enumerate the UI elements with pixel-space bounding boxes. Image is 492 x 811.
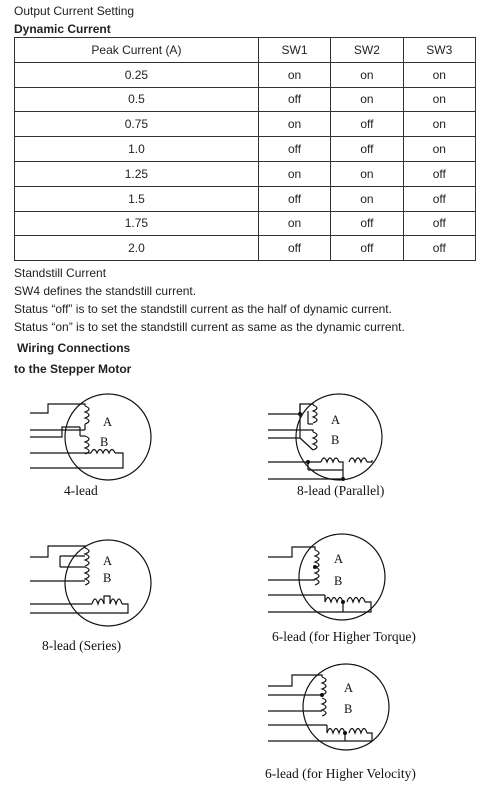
coil-label-a: A <box>331 413 341 427</box>
caption-8-lead-series: 8-lead (Series) <box>42 638 122 653</box>
coil-label-b: B <box>100 435 109 449</box>
cell-sw1: off <box>258 87 330 112</box>
cell-sw3: off <box>403 186 475 211</box>
header-sw2: SW2 <box>331 38 403 63</box>
header-sw1: SW1 <box>258 38 330 63</box>
cell-sw1: off <box>258 186 330 211</box>
caption-6-lead-velocity: 6-lead (for Higher Velocity) <box>265 766 416 781</box>
cell-sw3: on <box>403 137 475 162</box>
output-current-heading: Output Current Setting <box>14 4 135 18</box>
coil-label-a: A <box>103 554 113 568</box>
coil-label-b: B <box>344 702 353 716</box>
cell-sw2: on <box>331 161 403 186</box>
standstill-current-title: Standstill Current <box>14 266 107 280</box>
cell-peak-current: 0.5 <box>15 87 259 112</box>
dynamic-current-title: Dynamic Current <box>14 22 111 36</box>
cell-sw3: off <box>403 161 475 186</box>
standstill-line-2: Status “off” is to set the standstill current as the half of dynamic current. <box>14 302 392 316</box>
cell-sw3: on <box>403 112 475 137</box>
cell-sw1: on <box>258 112 330 137</box>
wiring-title: Wiring Connections <box>17 341 131 355</box>
caption-8-lead-parallel: 8-lead (Parallel) <box>297 483 385 498</box>
cell-sw2: off <box>331 137 403 162</box>
cell-peak-current: 1.5 <box>15 186 259 211</box>
cell-sw3: off <box>403 236 475 261</box>
header-sw3: SW3 <box>403 38 475 63</box>
cell-sw1: off <box>258 137 330 162</box>
cell-sw2: on <box>331 87 403 112</box>
caption-6-lead-torque: 6-lead (for Higher Torque) <box>272 629 416 644</box>
cell-peak-current: 0.25 <box>15 62 259 87</box>
cell-sw1: on <box>258 161 330 186</box>
cell-peak-current: 1.0 <box>15 137 259 162</box>
caption-4-lead: 4-lead <box>64 483 98 498</box>
coil-label-a: A <box>103 415 113 429</box>
cell-sw1: on <box>258 62 330 87</box>
coil-label-b: B <box>103 571 112 585</box>
cell-sw2: on <box>331 62 403 87</box>
coil-label-a: A <box>344 681 354 695</box>
header-peak-current: Peak Current (A) <box>15 38 259 63</box>
cell-peak-current: 1.25 <box>15 161 259 186</box>
standstill-line-1: SW4 defines the standstill current. <box>14 284 197 298</box>
cell-sw1: off <box>258 236 330 261</box>
cell-sw3: on <box>403 62 475 87</box>
cell-sw3: on <box>403 87 475 112</box>
cell-sw1: on <box>258 211 330 236</box>
cell-peak-current: 0.75 <box>15 112 259 137</box>
coil-label-b: B <box>331 433 340 447</box>
cell-peak-current: 1.75 <box>15 211 259 236</box>
cell-sw2: on <box>331 186 403 211</box>
standstill-line-3: Status “on” is to set the standstill current as same as the dynamic current. <box>14 320 405 334</box>
cell-sw2: off <box>331 236 403 261</box>
coil-label-b: B <box>334 574 343 588</box>
cell-sw2: off <box>331 112 403 137</box>
wiring-subtitle: to the Stepper Motor <box>14 362 132 376</box>
cell-sw3: off <box>403 211 475 236</box>
cell-sw2: off <box>331 211 403 236</box>
coil-label-a: A <box>334 552 344 566</box>
cell-peak-current: 2.0 <box>15 236 259 261</box>
